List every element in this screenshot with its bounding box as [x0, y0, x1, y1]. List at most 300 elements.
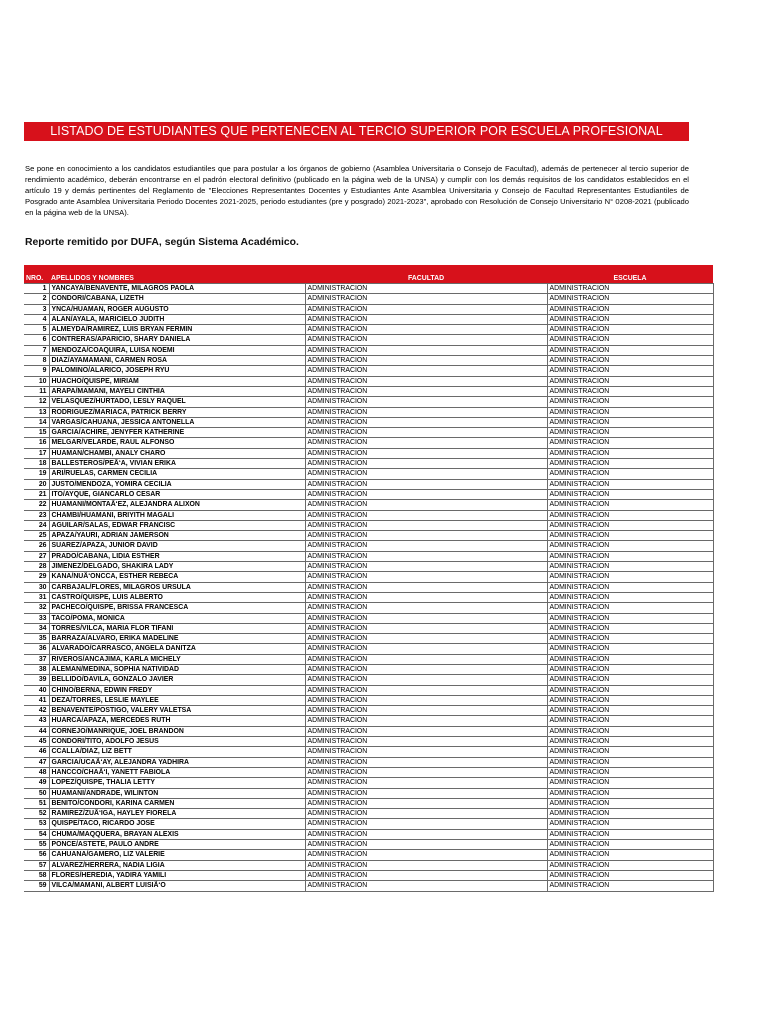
- facultad-cell: ADMINISTRACION: [305, 716, 547, 726]
- table-row: [24, 706, 713, 716]
- facultad-cell: ADMINISTRACION: [305, 592, 547, 602]
- escuela-cell: ADMINISTRACION: [547, 531, 713, 541]
- table-row: [24, 623, 713, 633]
- facultad-cell: ADMINISTRACION: [305, 345, 547, 355]
- facultad-cell: ADMINISTRACION: [305, 500, 547, 510]
- facultad-cell: ADMINISTRACION: [305, 407, 547, 417]
- student-name: BENAVENTE/POSTIGO, VALERY VALETSA: [49, 706, 305, 716]
- row-number: 1: [24, 284, 49, 294]
- row-number: 14: [24, 417, 49, 427]
- facultad-cell: ADMINISTRACION: [305, 767, 547, 777]
- student-name: BARRAZA/ALVARO, ERIKA MADELINE: [49, 634, 305, 644]
- row-number: 15: [24, 428, 49, 438]
- table-body: [24, 284, 713, 892]
- facultad-cell: ADMINISTRACION: [305, 335, 547, 345]
- table-row: [24, 284, 713, 294]
- student-name: CCALLA/DIAZ, LIZ BETT: [49, 747, 305, 757]
- row-number: 59: [24, 881, 49, 891]
- student-name: CORNEJO/MANRIQUE, JOEL BRANDON: [49, 726, 305, 736]
- row-number: 17: [24, 448, 49, 458]
- row-number: 25: [24, 531, 49, 541]
- student-name: BALLESTEROS/PEÃ‘A, VIVIAN ERIKA: [49, 459, 305, 469]
- row-number: 37: [24, 654, 49, 664]
- facultad-cell: ADMINISTRACION: [305, 284, 547, 294]
- escuela-cell: ADMINISTRACION: [547, 448, 713, 458]
- student-name: RODRIGUEZ/MARIACA, PATRICK BERRY: [49, 407, 305, 417]
- table-row: [24, 819, 713, 829]
- table-row: [24, 757, 713, 767]
- row-number: 31: [24, 592, 49, 602]
- row-number: 43: [24, 716, 49, 726]
- facultad-cell: ADMINISTRACION: [305, 881, 547, 891]
- escuela-cell: ADMINISTRACION: [547, 469, 713, 479]
- row-number: 42: [24, 706, 49, 716]
- facultad-cell: ADMINISTRACION: [305, 520, 547, 530]
- row-number: 48: [24, 767, 49, 777]
- facultad-cell: ADMINISTRACION: [305, 747, 547, 757]
- student-name: CONTRERAS/APARICIO, SHARY DANIELA: [49, 335, 305, 345]
- student-name: JUSTO/MENDOZA, YOMIRA CECILIA: [49, 479, 305, 489]
- table-row: [24, 829, 713, 839]
- student-name: SUAREZ/APAZA, JUNIOR DAVID: [49, 541, 305, 551]
- student-name: RAMIREZ/ZUÃ‘IGA, HAYLEY FIORELA: [49, 809, 305, 819]
- header-escuela: ESCUELA: [547, 265, 713, 284]
- student-name: HUACHO/QUISPE, MIRIAM: [49, 376, 305, 386]
- student-name: YANCAYA/BENAVENTE, MILAGROS PAOLA: [49, 284, 305, 294]
- student-name: QUISPE/TACO, RICARDO JOSE: [49, 819, 305, 829]
- table-row: [24, 438, 713, 448]
- row-number: 8: [24, 356, 49, 366]
- row-number: 19: [24, 469, 49, 479]
- table-header-row: [24, 265, 713, 284]
- escuela-cell: ADMINISTRACION: [547, 376, 713, 386]
- student-name: ITO/AYQUE, GIANCARLO CESAR: [49, 489, 305, 499]
- facultad-cell: ADMINISTRACION: [305, 325, 547, 335]
- row-number: 24: [24, 520, 49, 530]
- student-name: KANA/NUÃ‘ONCCA, ESTHER REBECA: [49, 572, 305, 582]
- escuela-cell: ADMINISTRACION: [547, 747, 713, 757]
- row-number: 45: [24, 737, 49, 747]
- facultad-cell: ADMINISTRACION: [305, 417, 547, 427]
- escuela-cell: ADMINISTRACION: [547, 685, 713, 695]
- facultad-cell: ADMINISTRACION: [305, 870, 547, 880]
- facultad-cell: ADMINISTRACION: [305, 304, 547, 314]
- row-number: 18: [24, 459, 49, 469]
- table-row: [24, 840, 713, 850]
- student-name: ALMEYDA/RAMIREZ, LUIS BRYAN FERMIN: [49, 325, 305, 335]
- escuela-cell: ADMINISTRACION: [547, 860, 713, 870]
- header-facultad: FACULTAD: [305, 265, 547, 284]
- student-name: ALEMAN/MEDINA, SOPHIA NATIVIDAD: [49, 664, 305, 674]
- row-number: 16: [24, 438, 49, 448]
- row-number: 9: [24, 366, 49, 376]
- row-number: 27: [24, 551, 49, 561]
- row-number: 39: [24, 675, 49, 685]
- row-number: 30: [24, 582, 49, 592]
- table-row: [24, 870, 713, 880]
- escuela-cell: ADMINISTRACION: [547, 881, 713, 891]
- table-row: [24, 325, 713, 335]
- escuela-cell: ADMINISTRACION: [547, 407, 713, 417]
- escuela-cell: ADMINISTRACION: [547, 428, 713, 438]
- escuela-cell: ADMINISTRACION: [547, 438, 713, 448]
- header-nro: NRO.: [24, 265, 49, 284]
- table-row: [24, 366, 713, 376]
- table-row: [24, 345, 713, 355]
- table-row: [24, 644, 713, 654]
- row-number: 23: [24, 510, 49, 520]
- escuela-cell: ADMINISTRACION: [547, 819, 713, 829]
- facultad-cell: ADMINISTRACION: [305, 531, 547, 541]
- table-row: [24, 726, 713, 736]
- student-name: TACO/POMA, MONICA: [49, 613, 305, 623]
- student-name: CHAMBI/HUAMANI, BRIYITH MAGALI: [49, 510, 305, 520]
- escuela-cell: ADMINISTRACION: [547, 335, 713, 345]
- facultad-cell: ADMINISTRACION: [305, 314, 547, 324]
- escuela-cell: ADMINISTRACION: [547, 397, 713, 407]
- facultad-cell: ADMINISTRACION: [305, 541, 547, 551]
- table-row: [24, 407, 713, 417]
- table-row: [24, 860, 713, 870]
- row-number: 34: [24, 623, 49, 633]
- escuela-cell: ADMINISTRACION: [547, 695, 713, 705]
- facultad-cell: ADMINISTRACION: [305, 778, 547, 788]
- table-row: [24, 356, 713, 366]
- escuela-cell: ADMINISTRACION: [547, 510, 713, 520]
- row-number: 29: [24, 572, 49, 582]
- row-number: 11: [24, 386, 49, 396]
- row-number: 2: [24, 294, 49, 304]
- facultad-cell: ADMINISTRACION: [305, 664, 547, 674]
- escuela-cell: ADMINISTRACION: [547, 767, 713, 777]
- facultad-cell: ADMINISTRACION: [305, 386, 547, 396]
- escuela-cell: ADMINISTRACION: [547, 500, 713, 510]
- table-row: [24, 850, 713, 860]
- table-row: [24, 428, 713, 438]
- escuela-cell: ADMINISTRACION: [547, 809, 713, 819]
- row-number: 22: [24, 500, 49, 510]
- table-row: [24, 592, 713, 602]
- facultad-cell: ADMINISTRACION: [305, 850, 547, 860]
- row-number: 36: [24, 644, 49, 654]
- student-name: ARAPA/MAMANI, MAYELI CINTHIA: [49, 386, 305, 396]
- row-number: 57: [24, 860, 49, 870]
- facultad-cell: ADMINISTRACION: [305, 675, 547, 685]
- table-row: [24, 788, 713, 798]
- escuela-cell: ADMINISTRACION: [547, 417, 713, 427]
- table-row: [24, 417, 713, 427]
- facultad-cell: ADMINISTRACION: [305, 809, 547, 819]
- facultad-cell: ADMINISTRACION: [305, 428, 547, 438]
- table-row: [24, 767, 713, 777]
- student-name: ARI/RUELAS, CARMEN CECILIA: [49, 469, 305, 479]
- table-row: [24, 304, 713, 314]
- escuela-cell: ADMINISTRACION: [547, 623, 713, 633]
- student-name: HANCCO/CHAÃ‘I, YANETT FABIOLA: [49, 767, 305, 777]
- facultad-cell: ADMINISTRACION: [305, 551, 547, 561]
- table-row: [24, 489, 713, 499]
- escuela-cell: ADMINISTRACION: [547, 706, 713, 716]
- escuela-cell: ADMINISTRACION: [547, 459, 713, 469]
- students-table: [24, 265, 714, 892]
- student-name: FLORES/HEREDIA, YADIRA YAMILI: [49, 870, 305, 880]
- student-name: PRADO/CABANA, LIDIA ESTHER: [49, 551, 305, 561]
- facultad-cell: ADMINISTRACION: [305, 644, 547, 654]
- facultad-cell: ADMINISTRACION: [305, 829, 547, 839]
- table-row: [24, 314, 713, 324]
- student-name: VILCA/MAMANI, ALBERT LUISIÃ‘O: [49, 881, 305, 891]
- row-number: 35: [24, 634, 49, 644]
- table-row: [24, 531, 713, 541]
- student-name: CONDORI/TITO, ADOLFO JESUS: [49, 737, 305, 747]
- student-name: DIAZ/AYAMAMANI, CARMEN ROSA: [49, 356, 305, 366]
- row-number: 3: [24, 304, 49, 314]
- student-name: PALOMINO/ALARICO, JOSEPH RYU: [49, 366, 305, 376]
- escuela-cell: ADMINISTRACION: [547, 737, 713, 747]
- row-number: 44: [24, 726, 49, 736]
- row-number: 58: [24, 870, 49, 880]
- table-row: [24, 881, 713, 891]
- facultad-cell: ADMINISTRACION: [305, 459, 547, 469]
- row-number: 32: [24, 603, 49, 613]
- table-row: [24, 613, 713, 623]
- student-name: CASTRO/QUISPE, LUIS ALBERTO: [49, 592, 305, 602]
- table-row: [24, 335, 713, 345]
- student-name: CONDORI/CABANA, LIZETH: [49, 294, 305, 304]
- escuela-cell: ADMINISTRACION: [547, 325, 713, 335]
- escuela-cell: ADMINISTRACION: [547, 788, 713, 798]
- table-row: [24, 469, 713, 479]
- row-number: 47: [24, 757, 49, 767]
- escuela-cell: ADMINISTRACION: [547, 304, 713, 314]
- escuela-cell: ADMINISTRACION: [547, 870, 713, 880]
- table-row: [24, 716, 713, 726]
- row-number: 38: [24, 664, 49, 674]
- table-row: [24, 459, 713, 469]
- escuela-cell: ADMINISTRACION: [547, 541, 713, 551]
- table-row: [24, 376, 713, 386]
- student-name: HUAMAN/CHAMBI, ANALY CHARO: [49, 448, 305, 458]
- escuela-cell: ADMINISTRACION: [547, 757, 713, 767]
- student-name: APAZA/YAURI, ADRIAN JAMERSON: [49, 531, 305, 541]
- table-row: [24, 798, 713, 808]
- student-name: MENDOZA/COAQUIRA, LUISA NOEMI: [49, 345, 305, 355]
- row-number: 52: [24, 809, 49, 819]
- table-row: [24, 664, 713, 674]
- student-name: RIVEROS/ANCAJIMA, KARLA MICHELY: [49, 654, 305, 664]
- facultad-cell: ADMINISTRACION: [305, 654, 547, 664]
- escuela-cell: ADMINISTRACION: [547, 479, 713, 489]
- student-name: ALAN/AYALA, MARICIELO JUDITH: [49, 314, 305, 324]
- student-name: AGUILAR/SALAS, EDWAR FRANCISC: [49, 520, 305, 530]
- table-row: [24, 294, 713, 304]
- table-row: [24, 520, 713, 530]
- table-row: [24, 675, 713, 685]
- student-name: BENITO/CONDORI, KARINA CARMEN: [49, 798, 305, 808]
- row-number: 12: [24, 397, 49, 407]
- facultad-cell: ADMINISTRACION: [305, 448, 547, 458]
- row-number: 10: [24, 376, 49, 386]
- facultad-cell: ADMINISTRACION: [305, 294, 547, 304]
- row-number: 5: [24, 325, 49, 335]
- escuela-cell: ADMINISTRACION: [547, 294, 713, 304]
- escuela-cell: ADMINISTRACION: [547, 582, 713, 592]
- escuela-cell: ADMINISTRACION: [547, 664, 713, 674]
- facultad-cell: ADMINISTRACION: [305, 562, 547, 572]
- table-row: [24, 582, 713, 592]
- escuela-cell: ADMINISTRACION: [547, 345, 713, 355]
- facultad-cell: ADMINISTRACION: [305, 695, 547, 705]
- row-number: 49: [24, 778, 49, 788]
- escuela-cell: ADMINISTRACION: [547, 520, 713, 530]
- row-number: 56: [24, 850, 49, 860]
- student-name: HUAMANI/ANDRADE, WILINTON: [49, 788, 305, 798]
- facultad-cell: ADMINISTRACION: [305, 603, 547, 613]
- escuela-cell: ADMINISTRACION: [547, 778, 713, 788]
- table-row: [24, 603, 713, 613]
- table-row: [24, 386, 713, 396]
- intro-paragraph: Se pone en conocimiento a los candidatos estudiantiles que para postular a los órganos de gobierno (Asamblea Universitaria o Consejo de Facultad), además de pertenecer al tercio superior de rendimiento académico, deberán encontrarse en el padrón electoral definitivo (publicado en la página web de la UNSA) y cumplir con los demás requisitos de los candidatos establecidos en el artículo 19 y demás pertinentes del Reglamento de "Elecciones Representantes Docentes y Estudiantes Ante Asamblea Universitaria y Consejo de Facultad Representantes Estudiantiles de Posgrado ante Asamblea Universitaria Periodo Docentes 2021-2025, periodo estudiantes (pre y posgrado) 2021-2023", aprobado con Resolución de Consejo Universitario N° 0208-2021 (publicado en la página web de la UNSA).: [25, 164, 689, 218]
- row-number: 33: [24, 613, 49, 623]
- facultad-cell: ADMINISTRACION: [305, 798, 547, 808]
- escuela-cell: ADMINISTRACION: [547, 356, 713, 366]
- table-row: [24, 551, 713, 561]
- escuela-cell: ADMINISTRACION: [547, 840, 713, 850]
- student-name: GARCIA/UCAÃ‘AY, ALEJANDRA YADHIRA: [49, 757, 305, 767]
- student-name: HUARCA/APAZA, MERCEDES RUTH: [49, 716, 305, 726]
- row-number: 55: [24, 840, 49, 850]
- escuela-cell: ADMINISTRACION: [547, 829, 713, 839]
- facultad-cell: ADMINISTRACION: [305, 819, 547, 829]
- facultad-cell: ADMINISTRACION: [305, 582, 547, 592]
- facultad-cell: ADMINISTRACION: [305, 397, 547, 407]
- facultad-cell: ADMINISTRACION: [305, 737, 547, 747]
- facultad-cell: ADMINISTRACION: [305, 376, 547, 386]
- escuela-cell: ADMINISTRACION: [547, 592, 713, 602]
- row-number: 21: [24, 489, 49, 499]
- student-name: VARGAS/CAHUANA, JESSICA ANTONELLA: [49, 417, 305, 427]
- escuela-cell: ADMINISTRACION: [547, 726, 713, 736]
- escuela-cell: ADMINISTRACION: [547, 850, 713, 860]
- facultad-cell: ADMINISTRACION: [305, 840, 547, 850]
- escuela-cell: ADMINISTRACION: [547, 562, 713, 572]
- row-number: 26: [24, 541, 49, 551]
- facultad-cell: ADMINISTRACION: [305, 613, 547, 623]
- facultad-cell: ADMINISTRACION: [305, 757, 547, 767]
- facultad-cell: ADMINISTRACION: [305, 788, 547, 798]
- table-row: [24, 695, 713, 705]
- table-row: [24, 397, 713, 407]
- student-name: PACHECO/QUISPE, BRISSA FRANCESCA: [49, 603, 305, 613]
- student-name: CHINO/BERNA, EDWIN FREDY: [49, 685, 305, 695]
- facultad-cell: ADMINISTRACION: [305, 572, 547, 582]
- table-row: [24, 541, 713, 551]
- table-row: [24, 809, 713, 819]
- escuela-cell: ADMINISTRACION: [547, 314, 713, 324]
- row-number: 51: [24, 798, 49, 808]
- row-number: 28: [24, 562, 49, 572]
- report-source-note: Reporte remitido por DUFA, según Sistema Académico.: [25, 237, 299, 248]
- student-name: HUAMANI/MONTAÃ‘EZ, ALEJANDRA ALIXON: [49, 500, 305, 510]
- row-number: 50: [24, 788, 49, 798]
- student-name: CHUMA/MAQQUERA, BRAYAN ALEXIS: [49, 829, 305, 839]
- escuela-cell: ADMINISTRACION: [547, 366, 713, 376]
- escuela-cell: ADMINISTRACION: [547, 644, 713, 654]
- table-row: [24, 737, 713, 747]
- student-name: VELASQUEZ/HURTADO, LESLY RAQUEL: [49, 397, 305, 407]
- row-number: 46: [24, 747, 49, 757]
- row-number: 20: [24, 479, 49, 489]
- student-name: DEZA/TORRES, LESLIE MAYLEE: [49, 695, 305, 705]
- student-name: YNCA/HUAMAN, ROGER AUGUSTO: [49, 304, 305, 314]
- row-number: 41: [24, 695, 49, 705]
- table-row: [24, 572, 713, 582]
- facultad-cell: ADMINISTRACION: [305, 706, 547, 716]
- student-name: JIMENEZ/DELGADO, SHAKIRA LADY: [49, 562, 305, 572]
- table-row: [24, 448, 713, 458]
- escuela-cell: ADMINISTRACION: [547, 654, 713, 664]
- student-name: CARBAJAL/FLORES, MILAGROS URSULA: [49, 582, 305, 592]
- facultad-cell: ADMINISTRACION: [305, 860, 547, 870]
- student-name: GARCIA/ACHIRE, JENYFER KATHERINE: [49, 428, 305, 438]
- facultad-cell: ADMINISTRACION: [305, 469, 547, 479]
- document-title: LISTADO DE ESTUDIANTES QUE PERTENECEN AL TERCIO SUPERIOR POR ESCUELA PROFESIONAL: [24, 122, 689, 141]
- table-row: [24, 634, 713, 644]
- escuela-cell: ADMINISTRACION: [547, 675, 713, 685]
- student-name: MELGAR/VELARDE, RAUL ALFONSO: [49, 438, 305, 448]
- facultad-cell: ADMINISTRACION: [305, 685, 547, 695]
- facultad-cell: ADMINISTRACION: [305, 479, 547, 489]
- table-row: [24, 510, 713, 520]
- row-number: 54: [24, 829, 49, 839]
- facultad-cell: ADMINISTRACION: [305, 489, 547, 499]
- row-number: 40: [24, 685, 49, 695]
- row-number: 13: [24, 407, 49, 417]
- escuela-cell: ADMINISTRACION: [547, 603, 713, 613]
- facultad-cell: ADMINISTRACION: [305, 634, 547, 644]
- row-number: 53: [24, 819, 49, 829]
- student-name: CAHUANA/GAMERO, LIZ VALERIE: [49, 850, 305, 860]
- student-name: TORRES/VILCA, MARIA FLOR TIFANI: [49, 623, 305, 633]
- facultad-cell: ADMINISTRACION: [305, 356, 547, 366]
- escuela-cell: ADMINISTRACION: [547, 572, 713, 582]
- escuela-cell: ADMINISTRACION: [547, 798, 713, 808]
- table-row: [24, 747, 713, 757]
- facultad-cell: ADMINISTRACION: [305, 438, 547, 448]
- escuela-cell: ADMINISTRACION: [547, 634, 713, 644]
- table-row: [24, 654, 713, 664]
- escuela-cell: ADMINISTRACION: [547, 489, 713, 499]
- student-name: LOPEZ/QUISPE, THALIA LETTY: [49, 778, 305, 788]
- facultad-cell: ADMINISTRACION: [305, 623, 547, 633]
- student-name: PONCE/ASTETE, PAULO ANDRE: [49, 840, 305, 850]
- escuela-cell: ADMINISTRACION: [547, 386, 713, 396]
- facultad-cell: ADMINISTRACION: [305, 726, 547, 736]
- row-number: 7: [24, 345, 49, 355]
- row-number: 6: [24, 335, 49, 345]
- student-name: BELLIDO/DAVILA, GONZALO JAVIER: [49, 675, 305, 685]
- table-row: [24, 500, 713, 510]
- escuela-cell: ADMINISTRACION: [547, 284, 713, 294]
- student-name: ALVAREZ/HERRERA, NADIA LIGIA: [49, 860, 305, 870]
- table-row: [24, 479, 713, 489]
- facultad-cell: ADMINISTRACION: [305, 510, 547, 520]
- escuela-cell: ADMINISTRACION: [547, 613, 713, 623]
- table-row: [24, 562, 713, 572]
- facultad-cell: ADMINISTRACION: [305, 366, 547, 376]
- student-name: ALVARADO/CARRASCO, ANGELA DANITZA: [49, 644, 305, 654]
- row-number: 4: [24, 314, 49, 324]
